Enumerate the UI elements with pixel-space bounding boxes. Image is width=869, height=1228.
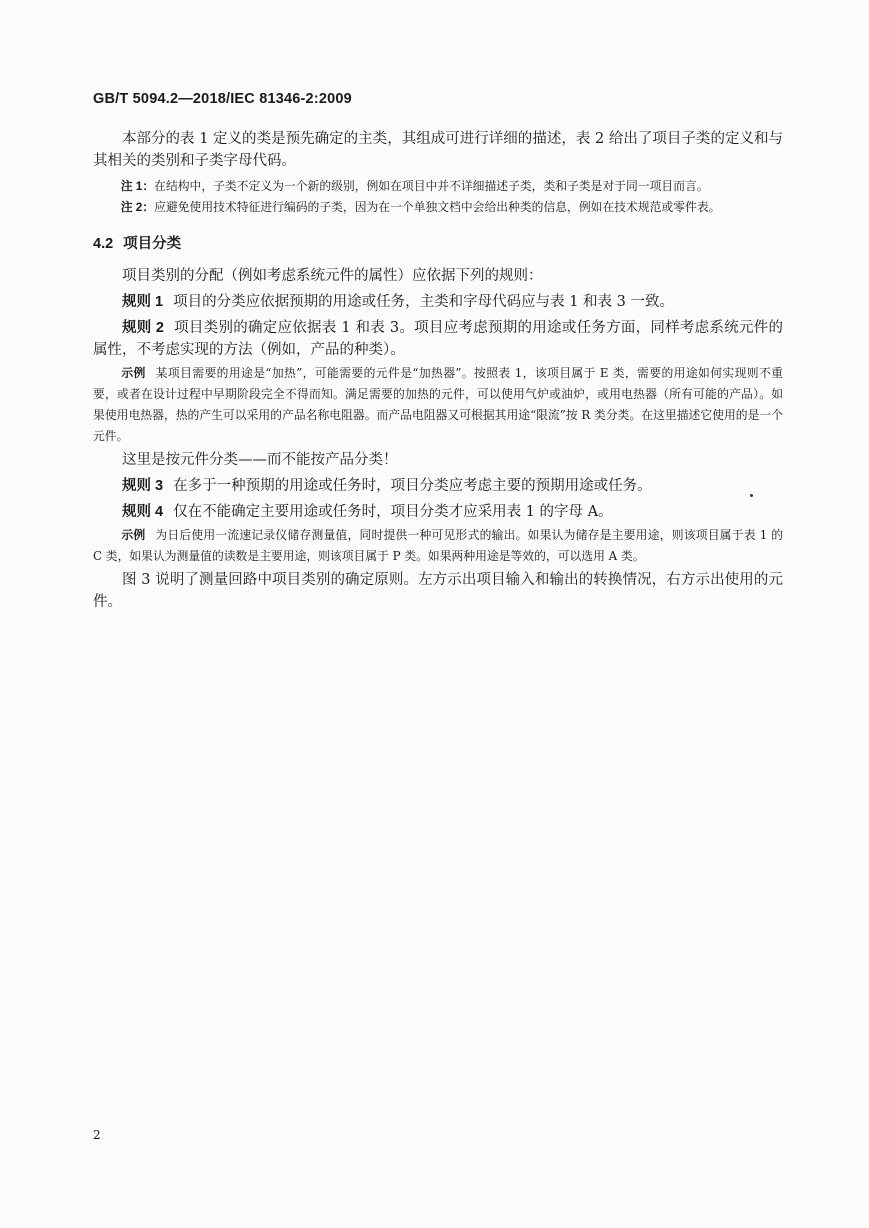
note-2 <box>93 197 783 218</box>
rule-2-label: 规则 2 <box>122 320 164 336</box>
note-1-label: 注 1： <box>120 179 155 193</box>
rule-3-label: 规则 3 <box>122 478 164 494</box>
note-2-label: 注 2： <box>120 200 155 214</box>
example-1-label: 示例 <box>121 366 146 380</box>
note-1 <box>93 176 783 197</box>
figure-3-paragraph: 图 3 说明了测量回路中项目类别的确定原则。左方示出项目输入和输出的转换情况，右方示出使用的元件。 <box>93 572 783 610</box>
example-1-text: 某项目需要的用途是“加热”，可能需要的元件是“加热器”。按照表 1，该项目属于 E 类，需要的用途如何实现则不重要，或者在设计过程中早期阶段完全不得而知。满足需要的加热的元件，可以使用气炉或油炉，或用电热器（所有可能的产品）。如果使用电热器，热的产生可以采用的产品名称电阻器。而产品电阻器又可根据其用途“限流”按 R 类分类。在这里描述它使用的是一个元件。 <box>93 366 783 443</box>
rule-1-text: 项目的分类应依据预期的用途或任务，主类和字母代码应与表 1 和表 3 一致。 <box>173 294 674 310</box>
rule-3 <box>93 475 783 497</box>
standard-header: GB/T 5094.2—2018/IEC 81346-2:2009 <box>93 91 352 107</box>
rule-2-text: 项目类别的确定应依据表 1 和表 3。项目应考虑预期的用途或任务方面，同样考虑系统元件的属性，不考虑实现的方法（例如，产品的种类）。 <box>93 320 783 358</box>
example-2 <box>93 525 783 567</box>
rule-4-label: 规则 4 <box>122 504 164 520</box>
page-number: 2 <box>93 1128 101 1142</box>
rule-2 <box>93 317 783 361</box>
example-1 <box>93 363 783 447</box>
rule-4 <box>93 501 783 523</box>
component-note-paragraph: 这里是按元件分类——而不能按产品分类！ <box>122 452 398 468</box>
section-title: 项目分类 <box>123 236 182 252</box>
section-number: 4.2 <box>93 236 114 252</box>
document-body <box>93 128 783 613</box>
scan-speck <box>750 494 753 497</box>
intro-paragraph: 本部分的表 1 定义的类是预先确定的主类，其组成可进行详细的描述，表 2 给出了项目子类的定义和与其相关的类别和子类字母代码。 <box>93 131 783 169</box>
rule-1 <box>93 291 783 313</box>
note-2-text: 应避免使用技术特征进行编码的子类，因为在一个单独文档中会给出种类的信息，例如在技术规范或零件表。 <box>154 200 721 214</box>
rule-1-label: 规则 1 <box>122 294 164 310</box>
example-2-text: 为日后使用一流速记录仪储存测量值，同时提供一种可见形式的输出。如果认为储存是主要用途，则该项目属于表 1 的 C 类，如果认为测量值的读数是主要用途，则该项目属于 P 类。如果两种用途是等效的，可以选用 A 类。 <box>93 528 783 563</box>
rule-4-text: 仅在不能确定主要用途或任务时，项目分类才应采用表 1 的字母 A。 <box>173 504 613 520</box>
example-2-label: 示例 <box>121 528 146 542</box>
section-heading <box>93 232 783 253</box>
rules-intro-paragraph: 项目类别的分配（例如考虑系统元件的属性）应依据下列的规则： <box>122 268 543 284</box>
rule-3-text: 在多于一种预期的用途或任务时，项目分类应考虑主要的预期用途或任务。 <box>173 478 652 494</box>
note-1-text: 在结构中，子类不定义为一个新的级别，例如在项目中并不详细描述子类，类和子类是对于同一项目而言。 <box>154 179 709 193</box>
